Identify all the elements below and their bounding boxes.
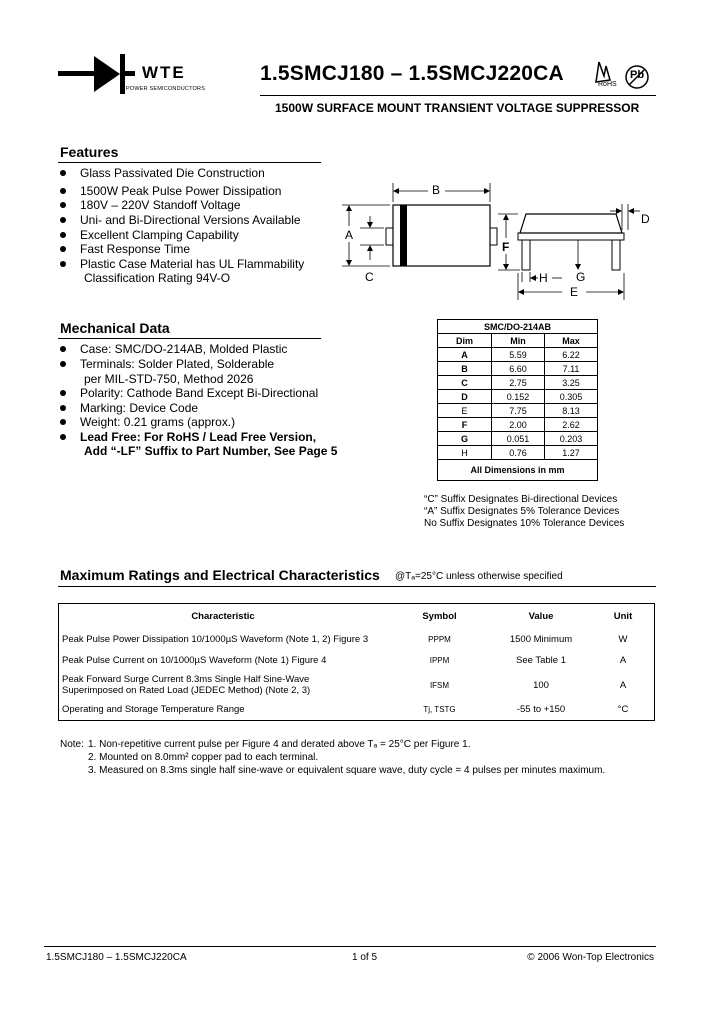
features-item: 1500W Peak Pulse Power Dissipation <box>60 184 281 198</box>
suffix-note: “A” Suffix Designates 5% Tolerance Devices <box>424 506 620 517</box>
table-row: H 0.76 1.27 <box>438 446 598 460</box>
mechanical-item: Polarity: Cathode Band Except Bi-Directional <box>60 386 318 400</box>
features-item: 180V – 220V Standoff Voltage <box>60 198 241 212</box>
mechanical-item: Case: SMC/DO-214AB, Molded Plastic <box>60 342 287 356</box>
features-item: Glass Passivated Die Construction <box>60 166 265 180</box>
table-header-row: Characteristic Symbol Value Unit <box>191 610 633 622</box>
footer-page-number: 1 of 5 <box>352 952 378 963</box>
mechanical-item: Lead Free: For RoHS / Lead Free Version, <box>60 430 316 444</box>
note-item: 2. Mounted on 8.0mm² copper pad to each terminal. <box>88 752 319 763</box>
pb-free-logo <box>624 64 650 90</box>
brand-subtitle: POWER SEMICONDUCTORS <box>126 86 206 92</box>
dim-label-b: B <box>432 183 441 197</box>
mechanical-title: Mechanical Data <box>60 320 170 336</box>
rohs-label: RoHS <box>598 81 617 88</box>
header-rule <box>260 95 656 96</box>
dim-label-c: C <box>365 270 374 284</box>
features-item: Uni- and Bi-Directional Versions Available <box>60 213 301 227</box>
ratings-rule <box>58 586 656 587</box>
pb-label: Pb <box>630 69 645 81</box>
features-item: Fast Response Time <box>60 242 190 256</box>
dim-label-g: G <box>576 270 586 284</box>
table-row: Peak Pulse Power Dissipation 10/1000µS Waveform (Note 1, 2) Figure 3 PPPM 1500 Minimum W <box>62 634 628 645</box>
mechanical-rule <box>58 338 321 339</box>
table-row: C 2.75 3.25 <box>438 376 598 390</box>
package-diagram <box>330 178 660 308</box>
features-item: Excellent Clamping Capability <box>60 228 239 242</box>
features-rule <box>58 162 321 163</box>
features-item: Plastic Case Material has UL Flammability <box>60 257 304 271</box>
table-footer-row: All Dimensions in mm <box>438 460 598 481</box>
dim-label-a: A <box>345 228 354 242</box>
brand-name: WTE <box>142 63 186 82</box>
features-title: Features <box>60 144 119 160</box>
note-item: 1. Non-repetitive current pulse per Figure 4 and derated above Tₐ = 25°C per Figure 1. <box>88 739 471 750</box>
suffix-note: “C” Suffix Designates Bi-directional Devices <box>424 494 618 505</box>
mechanical-item-continuation: Add “-LF” Suffix to Part Number, See Page 5 <box>84 444 338 458</box>
table-row: A 5.59 6.22 <box>438 348 598 362</box>
table-title-row: SMC/DO-214AB <box>438 320 598 334</box>
footer-copyright: © 2006 Won-Top Electronics <box>527 952 654 963</box>
table-row: Peak Forward Surge Current 8.3ms Single Half Sine-Wave Superimposed on Rated Load (JEDEC Method) (Note 2, 3) IFSM 100 A <box>62 674 627 696</box>
mechanical-item: Weight: 0.21 grams (approx.) <box>60 415 235 429</box>
table-row: E 7.75 8.13 <box>438 404 598 418</box>
table-row: G 0.051 0.203 <box>438 432 598 446</box>
footer-rule <box>44 946 656 947</box>
notes-label: Note: <box>60 739 84 750</box>
suffix-note: No Suffix Designates 10% Tolerance Devices <box>424 518 625 529</box>
note-item: 3. Measured on 8.3ms single half sine-wave or equivalent square wave, duty cycle = 4 pulses per minutes maximum. <box>88 765 606 776</box>
table-row: D 0.152 0.305 <box>438 390 598 404</box>
table-row: Operating and Storage Temperature Range Tj, TSTG -55 to +150 °C <box>62 703 629 715</box>
table-row: F 2.00 2.62 <box>438 418 598 432</box>
features-item-continuation: Classification Rating 94V-O <box>84 271 231 285</box>
ratings-condition: @Tₐ=25°C unless otherwise specified <box>395 571 563 582</box>
footer-part-number: 1.5SMCJ180 – 1.5SMCJ220CA <box>46 952 187 963</box>
rohs-logo <box>590 60 620 92</box>
page-title: 1.5SMCJ180 – 1.5SMCJ220CA <box>260 62 564 85</box>
dim-label-d: D <box>641 212 650 226</box>
table-row: Peak Pulse Current on 10/1000µS Waveform (Note 1) Figure 4 IPPM See Table 1 A <box>62 655 627 666</box>
mechanical-item: Terminals: Solder Plated, Solderable <box>60 357 274 371</box>
dim-label-h: H <box>539 271 548 285</box>
mechanical-item-continuation: per MIL-STD-750, Method 2026 <box>84 372 254 386</box>
dim-label-f: F <box>502 240 510 254</box>
ratings-table <box>58 603 655 719</box>
mechanical-item: Marking: Device Code <box>60 401 198 415</box>
table-header-row: Dim Min Max <box>438 334 598 348</box>
ratings-title: Maximum Ratings and Electrical Characteristics <box>60 567 380 583</box>
dimensions-table <box>437 319 598 481</box>
dim-label-e: E <box>570 285 579 299</box>
table-row: B 6.60 7.11 <box>438 362 598 376</box>
page-subtitle: 1500W SURFACE MOUNT TRANSIENT VOLTAGE SUPPRESSOR <box>275 101 640 115</box>
package-outline-drawing <box>330 178 660 308</box>
